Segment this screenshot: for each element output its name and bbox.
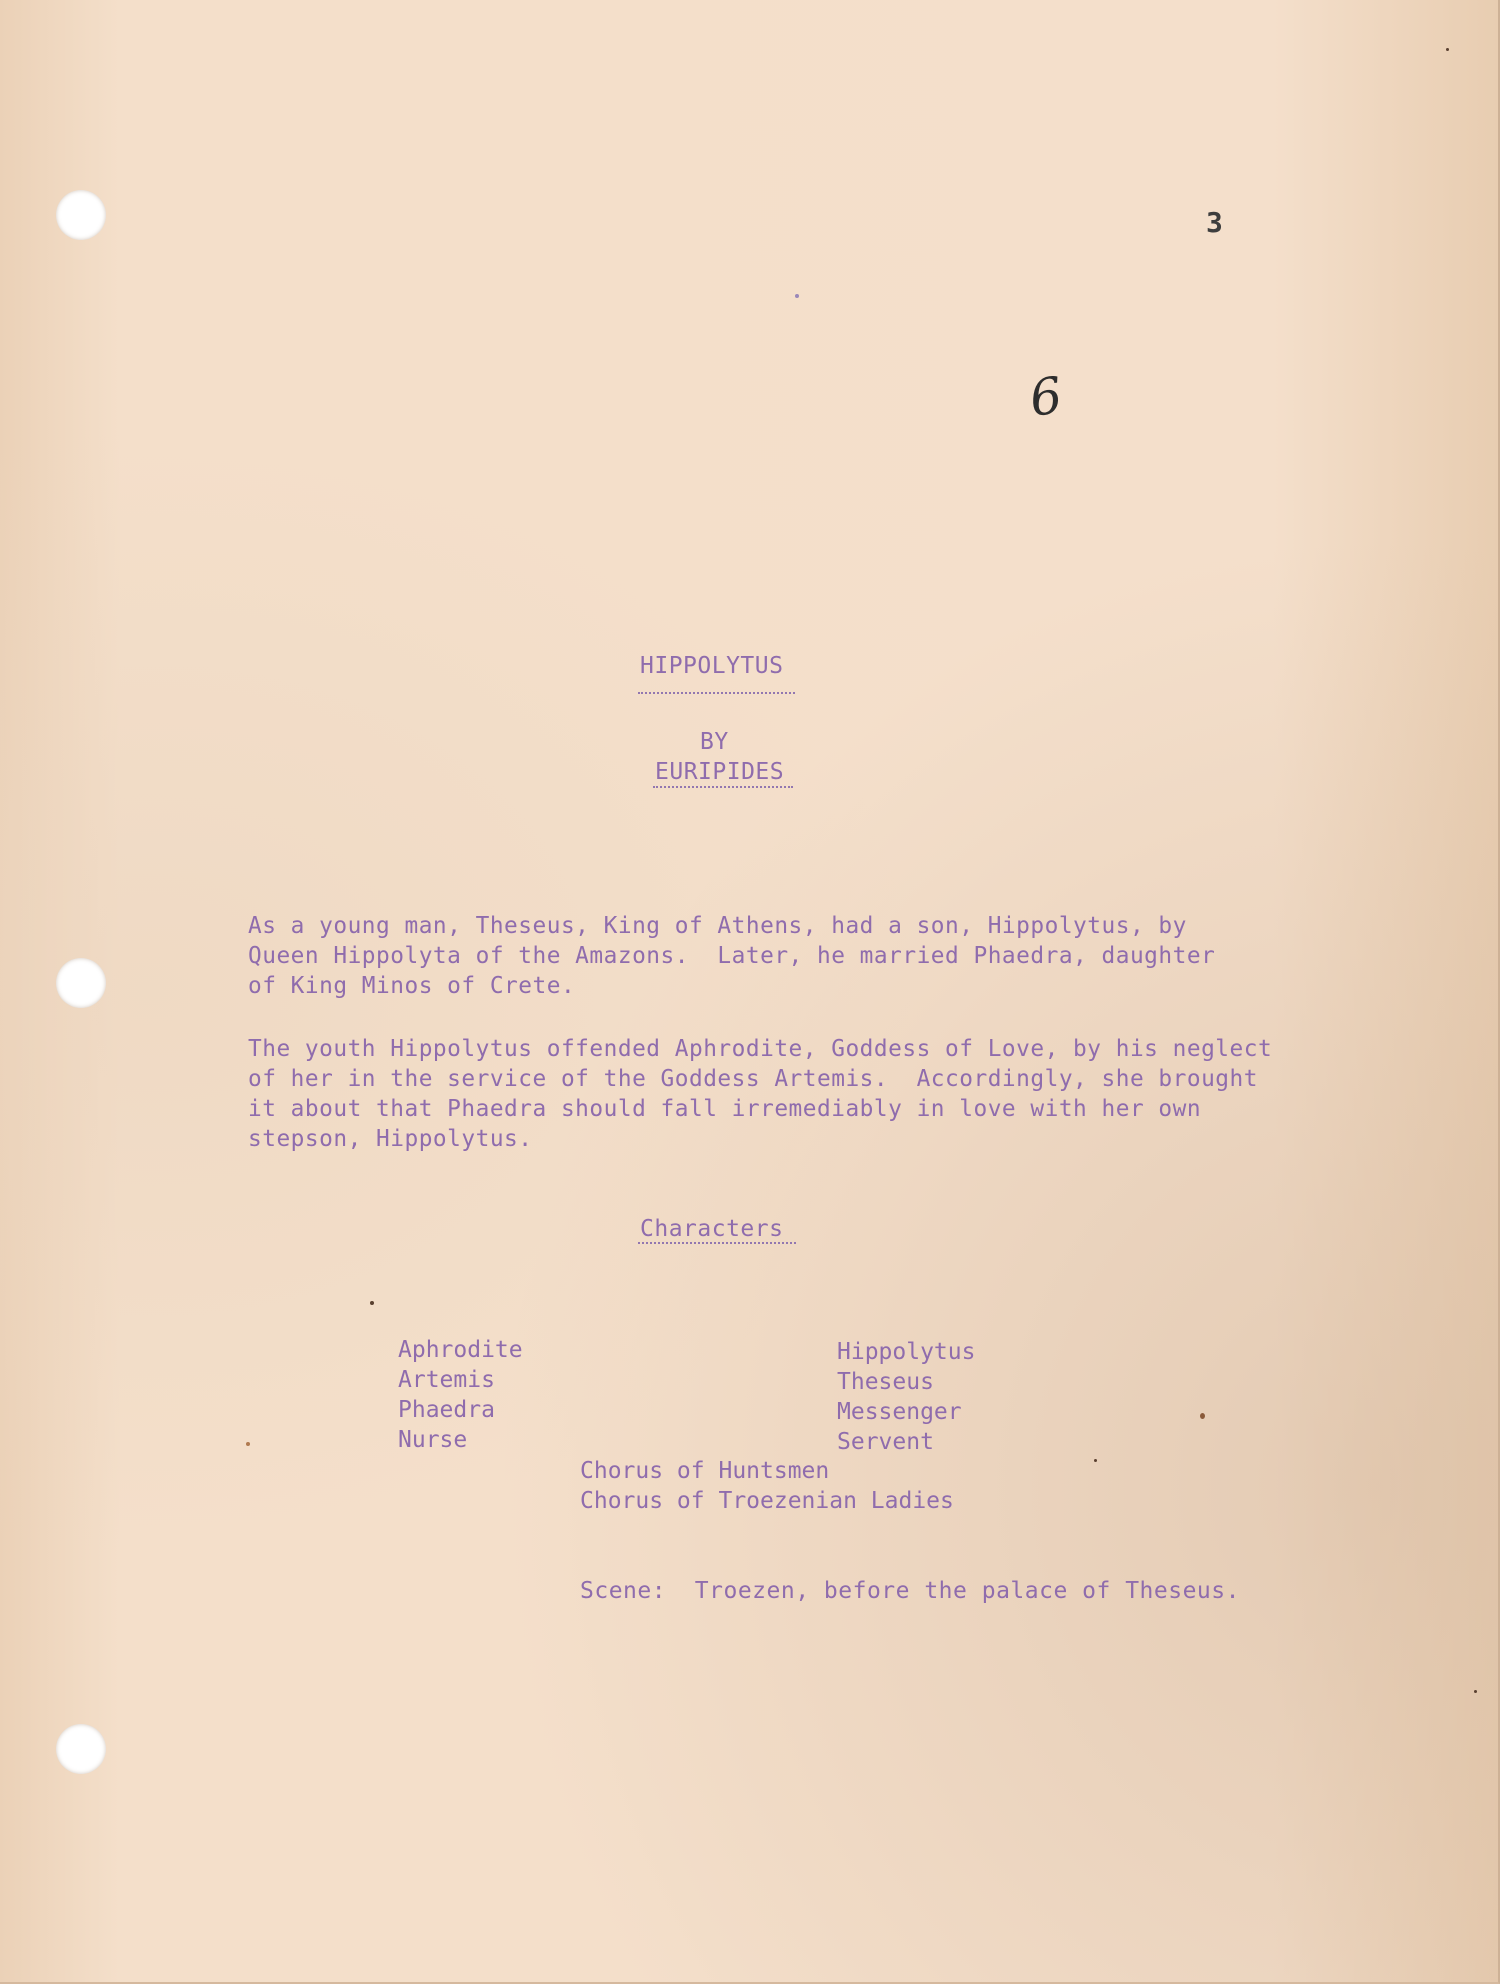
characters-heading: Characters (640, 1216, 784, 1242)
paper-speck (1200, 1413, 1205, 1419)
character-name: Theseus (837, 1369, 934, 1395)
chorus-list (580, 1456, 954, 1516)
punch-hole-bottom (56, 1724, 106, 1774)
paper-speck (795, 294, 799, 298)
scene-line: Scene: Troezen, before the palace of Theseus. (580, 1578, 1240, 1604)
chorus-entry: Chorus of Troezenian Ladies (580, 1488, 954, 1514)
characters-right-column (837, 1337, 975, 1457)
paper-speck (1094, 1459, 1097, 1462)
author-name: EURIPIDES (655, 759, 785, 785)
paper-speck (246, 1442, 250, 1446)
characters-underline (638, 1242, 796, 1247)
character-name: Nurse (398, 1427, 468, 1453)
characters-left-column (398, 1335, 523, 1455)
paper-speck (1446, 48, 1449, 51)
play-title: HIPPOLYTUS (640, 653, 784, 679)
paper-speck (370, 1301, 374, 1305)
punch-hole-middle (56, 958, 106, 1008)
author-underline (653, 786, 793, 791)
stamped-page-mark: 3 (1206, 206, 1221, 239)
byline-by: BY (700, 729, 729, 755)
chorus-entry: Chorus of Huntsmen (580, 1458, 830, 1484)
synopsis-paragraph-2: The youth Hippolytus offended Aphrodite, Goddess of Love, by his neglect of her in the service of the Goddess Artemis. Accordingly, she brought it about that Phaedra should fall irremediably in love with her own stepson, Hippolytus. (248, 1036, 1273, 1152)
punch-hole-top (56, 190, 106, 240)
character-name: Hippolytus (837, 1339, 976, 1365)
character-name: Phaedra (398, 1397, 495, 1423)
title-underline (638, 692, 795, 697)
character-name: Aphrodite (398, 1337, 523, 1363)
character-name: Messenger (837, 1399, 962, 1425)
character-name: Servent (837, 1429, 934, 1455)
paper-speck (1474, 1690, 1477, 1693)
synopsis-paragraph-1: As a young man, Theseus, King of Athens, had a son, Hippolytus, by Queen Hippolyta of the Amazons. Later, he married Phaedra, daughter of King Minos of Crete. (248, 913, 1216, 999)
character-name: Artemis (398, 1367, 495, 1393)
handwritten-page-number: 6 (1026, 366, 1066, 428)
